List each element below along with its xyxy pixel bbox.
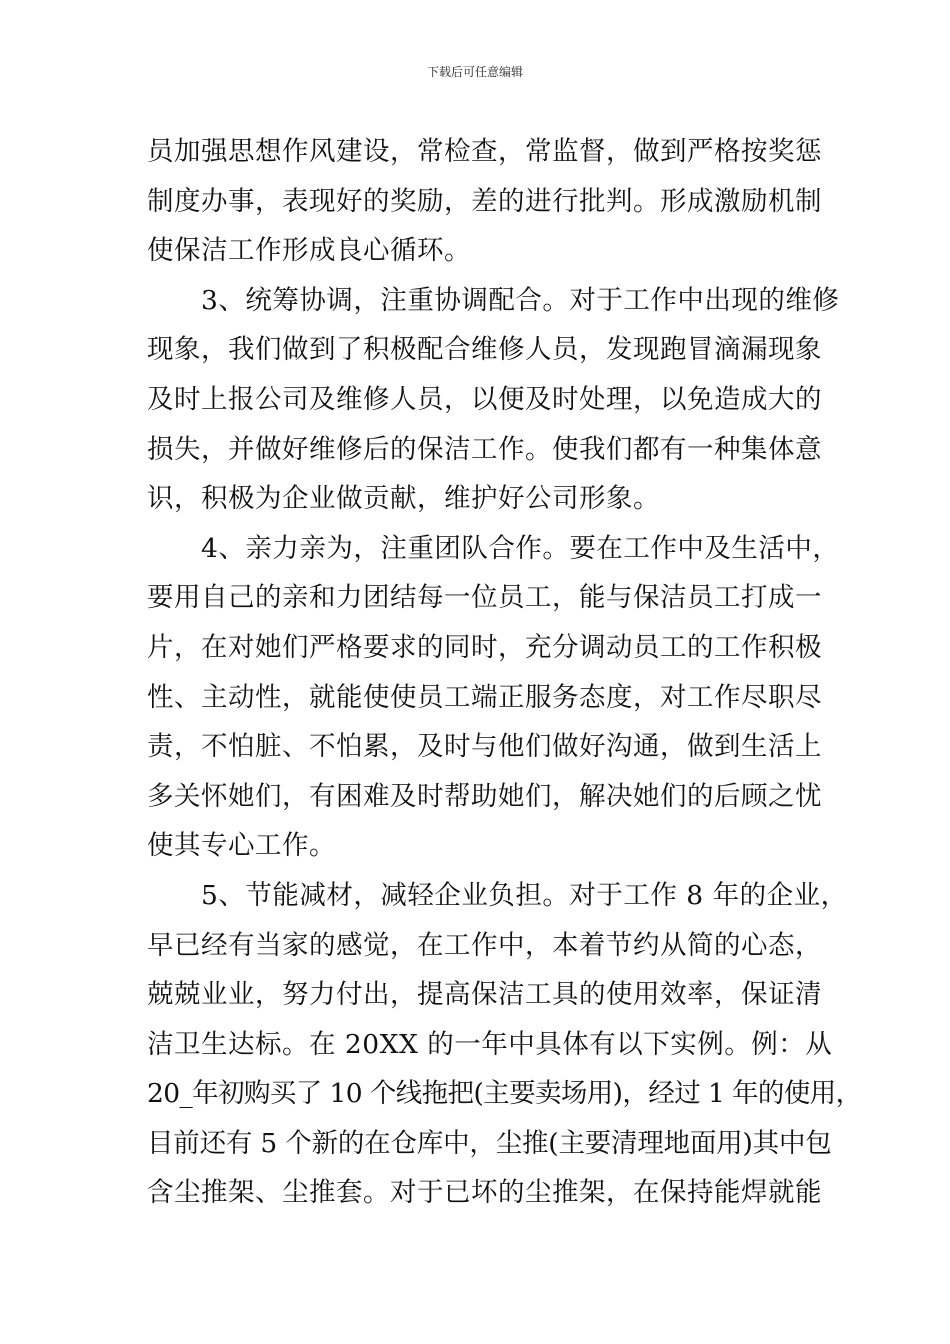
text-line-16: 5、节能减材，减轻企业负担。对于工作 8 年的企业， xyxy=(201,879,848,911)
text-line-8: 识，积极为企业做贡献，维护好公司形象。 xyxy=(147,483,660,515)
document-body xyxy=(147,127,862,1218)
text-line-2: 制度办事，表现好的奖励，差的进行批判。形成激励机制 xyxy=(147,185,822,217)
text-line-20: 20_年初购买了 10 个线拖把(主要卖场用)，经过 1 年的使用， xyxy=(147,1078,862,1110)
text-line-4: 3、统筹协调，注重协调配合。对于工作中出现的维修 xyxy=(201,284,840,316)
text-line-19: 洁卫生达标。在 20XX 的一年中具体有以下实例。例：从 xyxy=(147,1028,833,1060)
text-line-15: 使其专心工作。 xyxy=(147,830,336,862)
text-line-22: 含尘推架、尘推套。对于已坏的尘推架，在保持能焊就能 xyxy=(147,1177,822,1209)
text-line-13: 责，不怕脏、不怕累，及时与他们做好沟通，做到生活上 xyxy=(147,731,822,763)
text-line-3: 使保洁工作形成良心循环。 xyxy=(147,235,471,267)
text-line-18: 兢兢业业，努力付出，提高保洁工具的使用效率，保证清 xyxy=(147,979,822,1011)
text-line-7: 损失，并做好维修后的保洁工作。使我们都有一种集体意 xyxy=(147,433,822,465)
header-note: 下载后可任意编辑 xyxy=(426,65,523,79)
text-line-5: 现象，我们做到了积极配合维修人员，发现跑冒滴漏现象 xyxy=(147,334,822,366)
text-line-17: 早已经有当家的感觉，在工作中，本着节约从简的心态， xyxy=(147,929,822,961)
text-line-6: 及时上报公司及维修人员，以便及时处理，以免造成大的 xyxy=(147,383,822,415)
text-line-9: 4、亲力亲为，注重团队合作。要在工作中及生活中， xyxy=(201,532,840,564)
text-line-21: 目前还有 5 个新的在仓库中，尘推(主要清理地面用)其中包 xyxy=(147,1127,832,1159)
text-line-14: 多关怀她们，有困难及时帮助她们，解决她们的后顾之忧 xyxy=(147,780,822,812)
text-line-1: 员加强思想作风建设，常检查，常监督，做到严格按奖惩 xyxy=(147,136,822,167)
text-line-10: 要用自己的亲和力团结每一位员工，能与保洁员工打成一 xyxy=(147,582,822,614)
text-line-11: 片，在对她们严格要求的同时，充分调动员工的工作积极 xyxy=(147,631,822,663)
page-header xyxy=(0,64,950,80)
text-line-12: 性、主动性，就能使使员工端正服务态度，对工作尽职尽 xyxy=(147,681,822,713)
